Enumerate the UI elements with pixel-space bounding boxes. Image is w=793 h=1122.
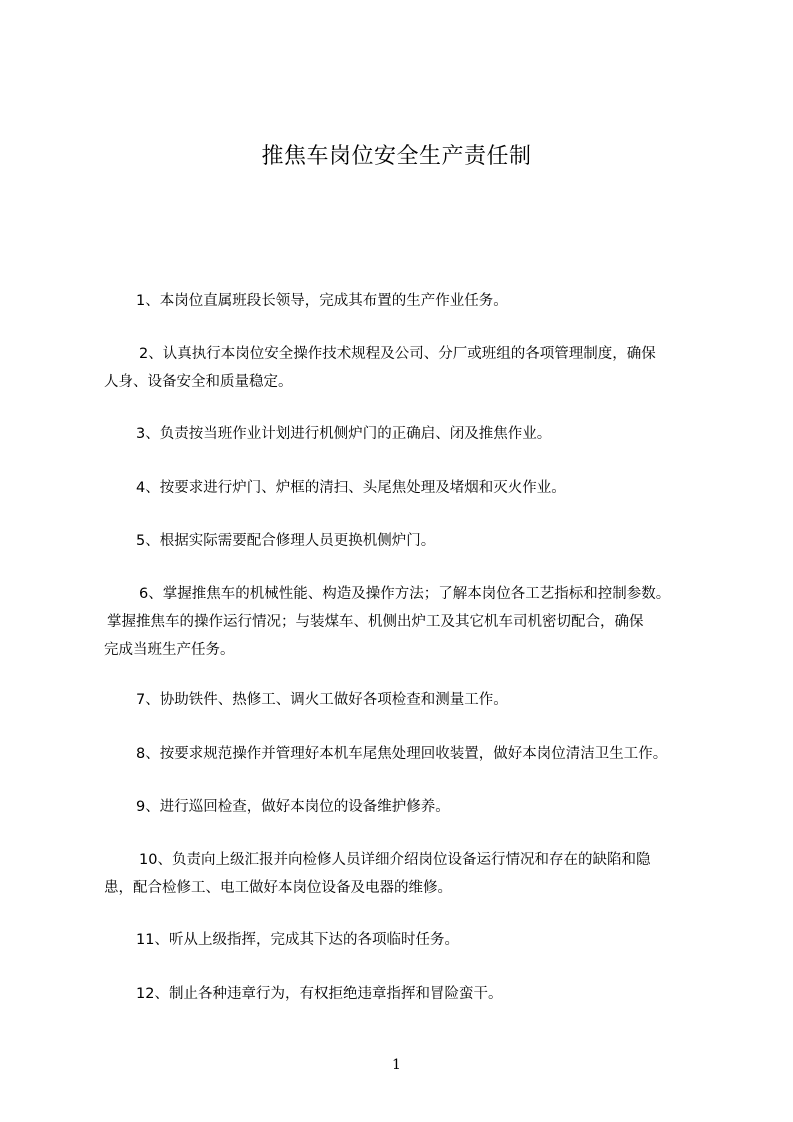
item-3-line-1: 3、负责按当班作业计划进行机侧炉门的正确启、闭及推焦作业。: [136, 426, 552, 442]
list-item-8: [104, 740, 724, 768]
page-number: 1: [392, 1057, 401, 1073]
document-title: 推焦车岗位安全生产责任制: [261, 144, 532, 169]
item-1-line-1: 1、本岗位直属班段长领导，完成其布置的生产作业任务。: [136, 293, 508, 309]
list-item-9: [104, 793, 724, 821]
list-item-4: [104, 474, 724, 502]
item-10-line-1: 10、负责向上级汇报并向检修人员详细介绍岗位设备运行情况和存在的缺陷和隐: [139, 852, 651, 868]
item-6-line-2: 掌握推焦车的操作运行情况；与装煤车、机侧出炉工及其它机车司机密切配合，确保: [107, 614, 644, 630]
item-8-line-1: 8、按要求规范操作并管理好本机车尾焦处理回收装置，做好本岗位清洁卫生工作。: [136, 746, 668, 762]
item-2-line-2: 人身、设备安全和质量稳定。: [104, 374, 293, 390]
item-4-line-1: 4、按要求进行炉门、炉框的清扫、头尾焦处理及堵烟和灭火作业。: [136, 480, 566, 496]
list-item-6: [104, 580, 724, 664]
item-12-line-1: 12、制止各种违章行为，有权拒绝违章指挥和冒险蛮干。: [136, 986, 503, 1002]
item-10-line-2: 患，配合检修工、电工做好本岗位设备及电器的维修。: [104, 880, 452, 896]
list-item-12: [104, 980, 724, 1008]
list-item-10: [104, 846, 724, 902]
item-2-line-1: 2、认真执行本岗位安全操作技术规程及公司、分厂或班组的各项管理制度，确保: [139, 346, 656, 362]
list-item-2: [104, 340, 724, 396]
list-item-5: [104, 527, 724, 555]
item-5-line-1: 5、根据实际需要配合修理人员更换机侧炉门。: [136, 533, 436, 549]
list-item-1: [104, 287, 724, 315]
item-9-line-1: 9、进行巡回检查，做好本岗位的设备维护修养。: [136, 799, 450, 815]
list-item-3: [104, 420, 724, 448]
list-item-7: [104, 686, 724, 714]
item-6-line-1: 6、掌握推焦车的机械性能、构造及操作方法；了解本岗位各工艺指标和控制参数。: [139, 586, 671, 602]
item-11-line-1: 11、听从上级指挥，完成其下达的各项临时任务。: [136, 932, 459, 948]
list-item-11: [104, 926, 724, 954]
item-7-line-1: 7、协助铁件、热修工、调火工做好各项检查和测量工作。: [136, 692, 508, 708]
item-6-line-3: 完成当班生产任务。: [104, 642, 235, 658]
